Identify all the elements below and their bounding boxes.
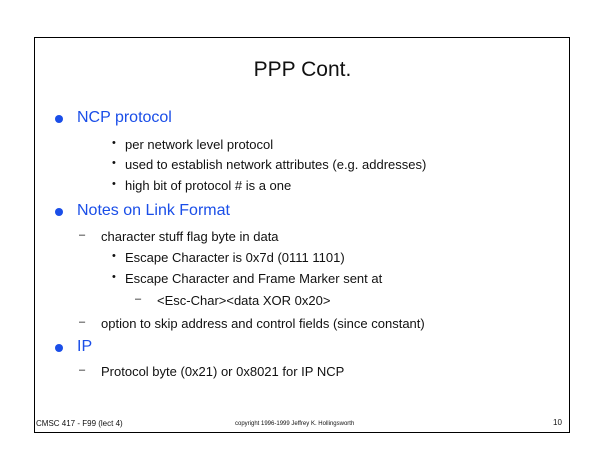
sub-item-text: <Esc-Char><data XOR 0x20> <box>157 293 331 308</box>
dash-marker-icon: – <box>79 316 86 328</box>
bullet-dot-icon <box>55 208 63 216</box>
sub-item <box>135 293 331 308</box>
bullet-heading: Notes on Link Format <box>77 202 230 219</box>
bullet-marker-icon: • <box>112 271 116 283</box>
sub-item-text: Escape Character is 0x7d (0111 1101) <box>125 250 345 265</box>
sub-item <box>79 316 425 331</box>
footer-course: CMSC 417 - F99 (lect 4) <box>36 419 123 428</box>
sub-item-text: option to skip address and control fields (since constant) <box>101 316 425 331</box>
sub-item-text: high bit of protocol # is a one <box>125 178 292 193</box>
sub-item-text: Escape Character and Frame Marker sent at <box>125 271 383 286</box>
bullet-marker-icon: • <box>112 250 116 262</box>
sub-item <box>112 271 383 286</box>
page-number: 10 <box>553 418 562 427</box>
bullet-heading: IP <box>77 338 93 355</box>
sub-item <box>79 229 279 244</box>
dash-marker-icon: – <box>79 229 86 241</box>
sub-item-text: used to establish network attributes (e.g. addresses) <box>125 157 427 172</box>
bullet-link-format <box>77 202 230 220</box>
sub-item <box>112 250 345 265</box>
sub-item-text: Protocol byte (0x21) or 0x8021 for IP NCP <box>101 364 345 379</box>
sub-item <box>112 157 427 172</box>
sub-item-text: character stuff flag byte in data <box>101 229 279 244</box>
bullet-heading: NCP protocol <box>77 109 172 126</box>
sub-item-text: per network level protocol <box>125 137 274 152</box>
slide-title: PPP Cont. <box>253 58 352 81</box>
bullet-dot-icon <box>55 115 63 123</box>
sub-item <box>79 364 345 379</box>
bullet-marker-icon: • <box>112 178 116 190</box>
footer-copyright: copyright 1996-1999 Jeffrey K. Hollingsworth <box>235 421 355 427</box>
dash-marker-icon: – <box>135 293 142 305</box>
bullet-ip <box>77 338 92 356</box>
bullet-marker-icon: • <box>112 137 116 149</box>
dash-marker-icon: – <box>79 364 86 376</box>
bullet-ncp-protocol <box>77 109 172 127</box>
sub-item <box>112 137 274 152</box>
bullet-marker-icon: • <box>112 157 116 169</box>
bullet-dot-icon <box>55 344 63 352</box>
sub-item <box>112 178 292 193</box>
